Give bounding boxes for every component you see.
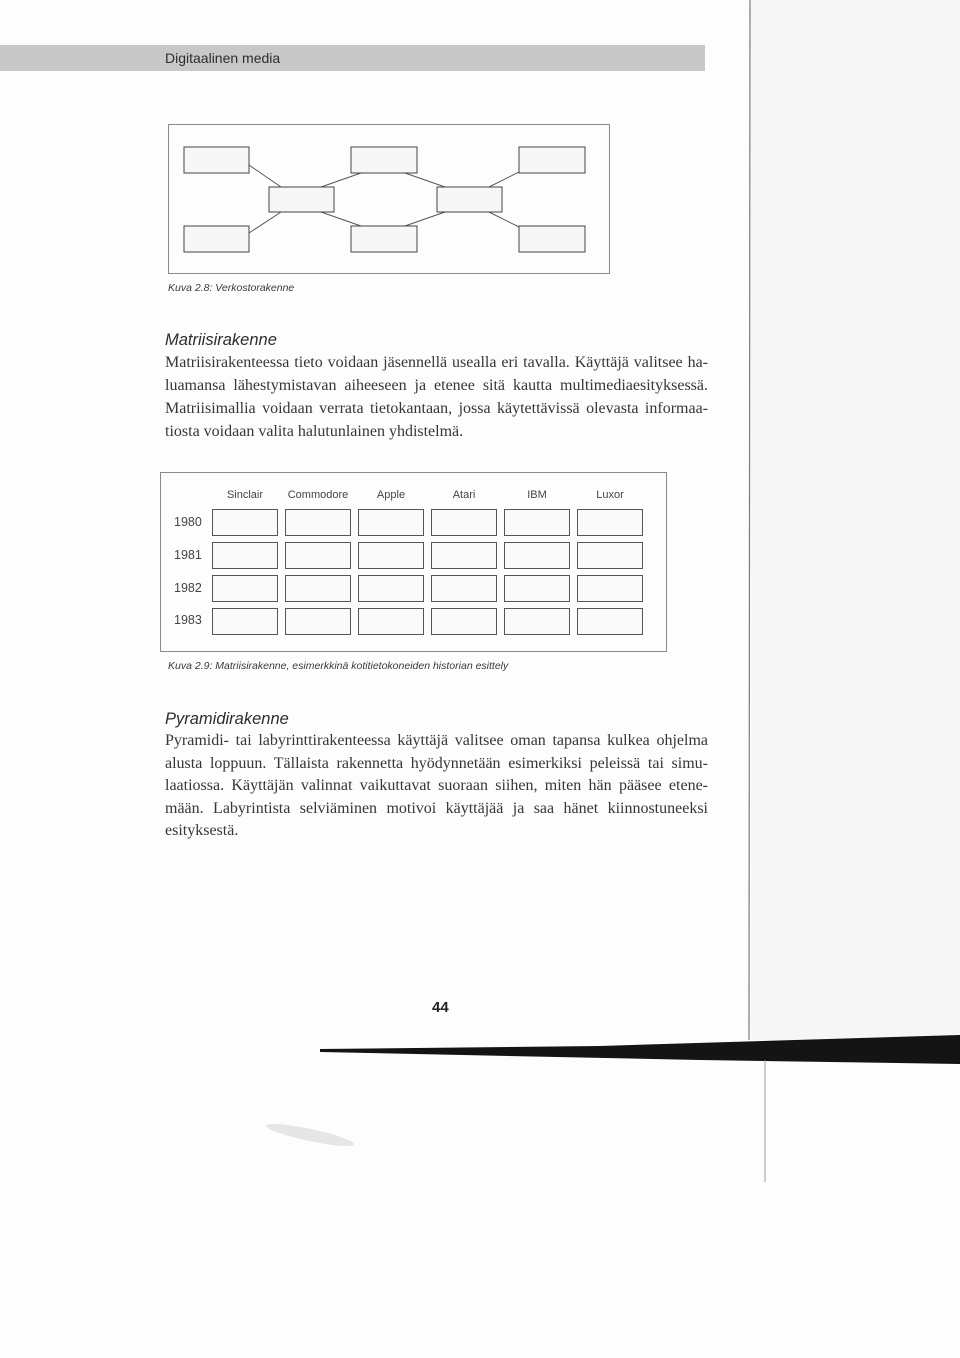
- matrix-cell: [285, 509, 351, 536]
- text-line: Matriisimallia voidaan verrata tietokantaan, jossa käytettävissä olevasta informaa-: [165, 400, 708, 417]
- matrix-cell: [212, 542, 278, 569]
- row-label: 1983: [174, 613, 202, 627]
- running-header: [0, 45, 705, 71]
- matrix-cell: [504, 542, 570, 569]
- text-line: luamansa lähestymistavan aiheeseen ja etenee sitä kautta multimediaesityksessä.: [165, 377, 708, 394]
- matrix-cell: [577, 575, 643, 602]
- matrix-cell: [431, 608, 497, 635]
- column-label: Apple: [376, 489, 406, 501]
- connector-line: [321, 212, 361, 226]
- running-header-title: Digitaalinen media: [165, 50, 281, 66]
- page-number: 44: [432, 999, 449, 1016]
- matrix-cell: [285, 542, 351, 569]
- network-node: [184, 147, 249, 173]
- binding-shadow: [320, 1035, 960, 1064]
- matrix-cell: [285, 608, 351, 635]
- scan-smudge: [265, 1120, 356, 1150]
- column-label: Commodore: [287, 489, 349, 501]
- column-label: Sinclair: [226, 489, 264, 501]
- matrix-cell: [212, 575, 278, 602]
- column-label: Atari: [452, 489, 476, 501]
- matrix-cell: [431, 575, 497, 602]
- matrix-cell: [358, 608, 424, 635]
- text-line: esityksestä.: [165, 822, 239, 839]
- matrix-cell: [504, 509, 570, 536]
- connector-line: [249, 165, 281, 187]
- network-diagram: [168, 124, 610, 274]
- matrix-cell: [431, 542, 497, 569]
- network-node: [184, 226, 249, 252]
- body-paragraph: [165, 351, 708, 443]
- row-label: 1980: [174, 515, 202, 529]
- section-heading: Pyramidirakenne: [165, 710, 289, 728]
- text-line: Pyramidi- tai labyrinttirakenteessa käyttäjä valitsee oman tapansa kulkea ohjelma: [165, 732, 708, 749]
- network-node: [519, 226, 585, 252]
- matrix-cell: [504, 575, 570, 602]
- connector-line: [405, 173, 445, 187]
- matrix-diagram: [160, 472, 667, 652]
- matrix-cell: [358, 542, 424, 569]
- matrix-cell: [577, 608, 643, 635]
- matrix-cell: [212, 608, 278, 635]
- row-label: 1981: [174, 548, 202, 562]
- body-paragraph: [165, 730, 708, 843]
- section-heading: Matriisirakenne: [165, 331, 277, 349]
- matrix-cell: [358, 575, 424, 602]
- network-node: [269, 187, 334, 212]
- matrix-cell: [358, 509, 424, 536]
- network-node: [351, 147, 417, 173]
- text-line: Matriisirakenteessa tieto voidaan jäsennellä usealla eri tavalla. Käyttäjä valitsee ha-: [165, 354, 708, 371]
- text-line: alusta loppuun. Tällaista rakennetta hyödynnetään esimerkiksi peleissä tai simu-: [165, 754, 708, 772]
- connector-line: [405, 212, 445, 226]
- matrix-cell: [504, 608, 570, 635]
- page-edge-line: [749, 0, 750, 1040]
- text-line: mään. Labyrintista selviäminen motivoi käyttäjää ja saa hänet kiinnostuneeksi: [165, 799, 708, 817]
- connector-line: [321, 173, 361, 187]
- figure-caption: Kuva 2.9: Matriisirakenne, esimerkkinä kotitietokoneiden historian esittely: [168, 660, 509, 672]
- matrix-cell: [577, 542, 643, 569]
- figure-caption: Kuva 2.8: Verkostorakenne: [168, 282, 295, 294]
- row-label: 1982: [174, 581, 202, 595]
- text-line: tiosta voidaan valita halutunlainen yhdistelmä.: [165, 423, 464, 440]
- matrix-cell: [431, 509, 497, 536]
- network-node: [519, 147, 585, 173]
- connector-line: [249, 212, 281, 233]
- network-diagram-graphic: [169, 125, 609, 273]
- matrix-cell: [285, 575, 351, 602]
- matrix-cell: [212, 509, 278, 536]
- text-line: laatiossa. Käyttäjän valinnat vaikuttavat suoraan siihen, miten hän pääsee etene-: [165, 777, 708, 794]
- network-node: [437, 187, 502, 212]
- matrix-cell: [577, 509, 643, 536]
- column-label: IBM: [527, 489, 547, 501]
- network-node: [351, 226, 417, 252]
- column-label: Luxor: [596, 489, 624, 501]
- adjacent-page-area: [751, 0, 960, 1040]
